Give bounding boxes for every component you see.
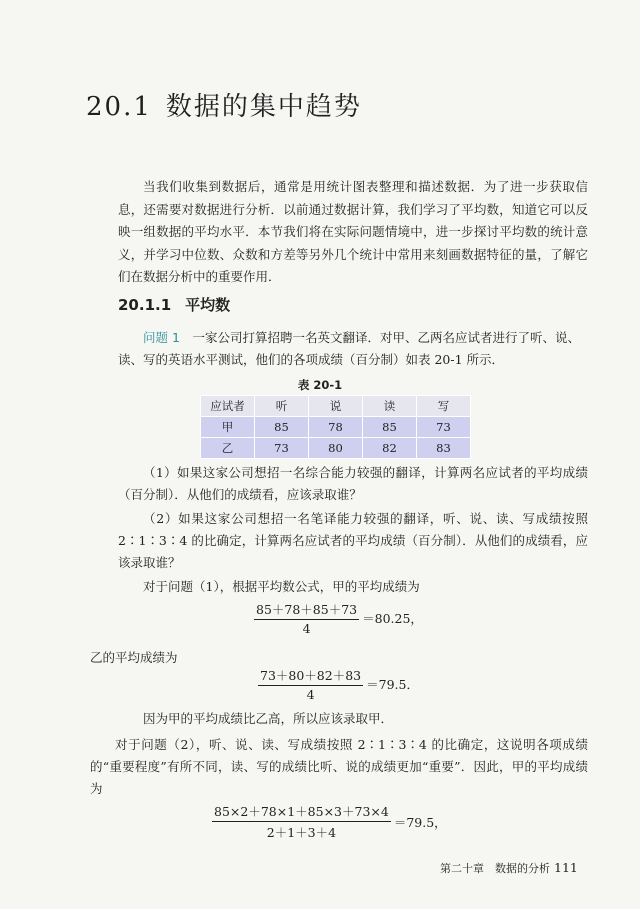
formula-result: ＝79.5． [366, 677, 419, 692]
section-number: 20.1.1 [118, 296, 172, 314]
fraction [258, 666, 363, 702]
fraction-denominator: 4 [306, 687, 315, 702]
table-row [201, 417, 471, 438]
table-header-row [201, 396, 471, 417]
section-text: 平均数 [185, 296, 231, 314]
question-2: （2）如果这家公司想招一名笔译能力较强的翻译，听、说、读、写成绩按照 2∶1∶3∶4 的比确定，计算两名应试者的平均成绩（百分制）．从他们的成绩看，应该录取谁？ [118, 511, 588, 570]
table-row [201, 438, 471, 459]
table-header-cell: 听 [255, 396, 309, 417]
table-cell: 73 [255, 438, 309, 459]
fraction [212, 802, 391, 841]
solution-1-b: 乙的平均成绩为 [90, 650, 178, 665]
intro-paragraph: 当我们收集到数据后，通常是用统计图表整理和描述数据．为了进一步获取信息，还需要对数据进行分析．以前通过数据计算，我们学习了平均数，知道它可以反映一组数据的平均水平．本节我们将在实际问题情境中，进一步探讨平均数的统计意义，并学习中位数、众数和方差等另外几个统计中常用来刻画数据特征的量，了解它们在数据分析中的重要作用． [118, 179, 588, 284]
table-header-cell: 说 [309, 396, 363, 417]
solution-1-intro: 对于问题（1），根据平均数公式，甲的平均成绩为 [143, 579, 420, 594]
table-header-cell: 应试者 [201, 396, 255, 417]
table-cell: 80 [309, 438, 363, 459]
fraction [254, 600, 359, 636]
table-header-cell: 写 [417, 396, 471, 417]
problem-text: 一家公司打算招聘一名英文翻译．对甲、乙两名应试者进行了听、说、读、写的英语水平测试，他们的各项成绩（百分制）如表 20-1 所示． [118, 330, 580, 367]
formula-jia-average [254, 600, 423, 636]
page-title [86, 86, 362, 123]
table-caption: 表 20-1 [297, 378, 343, 392]
title-text: 数据的集中趋势 [165, 92, 362, 122]
table-cell: 85 [363, 417, 417, 438]
table-cell: 83 [417, 438, 471, 459]
page-footer [440, 860, 578, 876]
solution-2: 对于问题（2），听、说、读、写成绩按照 2∶1∶3∶4 的比确定，这说明各项成绩的“重要程度”有所不同，读、写的成绩比听、说的成绩更加“重要”．因此，甲的平均成绩为 [90, 737, 588, 796]
conclusion-1: 因为甲的平均成绩比乙高，所以应该录取甲． [143, 711, 394, 726]
table-cell: 85 [255, 417, 309, 438]
formula-yi-average [258, 666, 419, 702]
formula-weighted-average [212, 802, 447, 841]
fraction-denominator: 2＋1＋3＋4 [266, 825, 337, 840]
footer-chapter: 第二十章 数据的分析 [440, 862, 550, 875]
formula-result: ＝80.25， [362, 611, 423, 626]
table-header-cell: 读 [363, 396, 417, 417]
table-row-name: 甲 [201, 417, 255, 438]
title-number: 20.1 [86, 92, 152, 122]
fraction-numerator: 73＋80＋82＋83 [258, 666, 363, 686]
table-row-name: 乙 [201, 438, 255, 459]
score-table [200, 395, 471, 459]
fraction-denominator: 4 [302, 621, 311, 636]
fraction-numerator: 85×2＋78×1＋85×3＋73×4 [212, 802, 391, 822]
table-cell: 73 [417, 417, 471, 438]
table-cell: 82 [363, 438, 417, 459]
problem-label: 问题 1 [143, 330, 180, 345]
fraction-numerator: 85＋78＋85＋73 [254, 600, 359, 620]
page-number: 111 [554, 860, 578, 875]
question-1: （1）如果这家公司想招一名综合能力较强的翻译，计算两名应试者的平均成绩（百分制）．从他们的成绩看，应该录取谁？ [118, 465, 588, 502]
formula-result: ＝79.5， [393, 814, 447, 830]
section-heading [118, 294, 230, 315]
table-cell: 78 [309, 417, 363, 438]
problem-statement [118, 327, 588, 371]
